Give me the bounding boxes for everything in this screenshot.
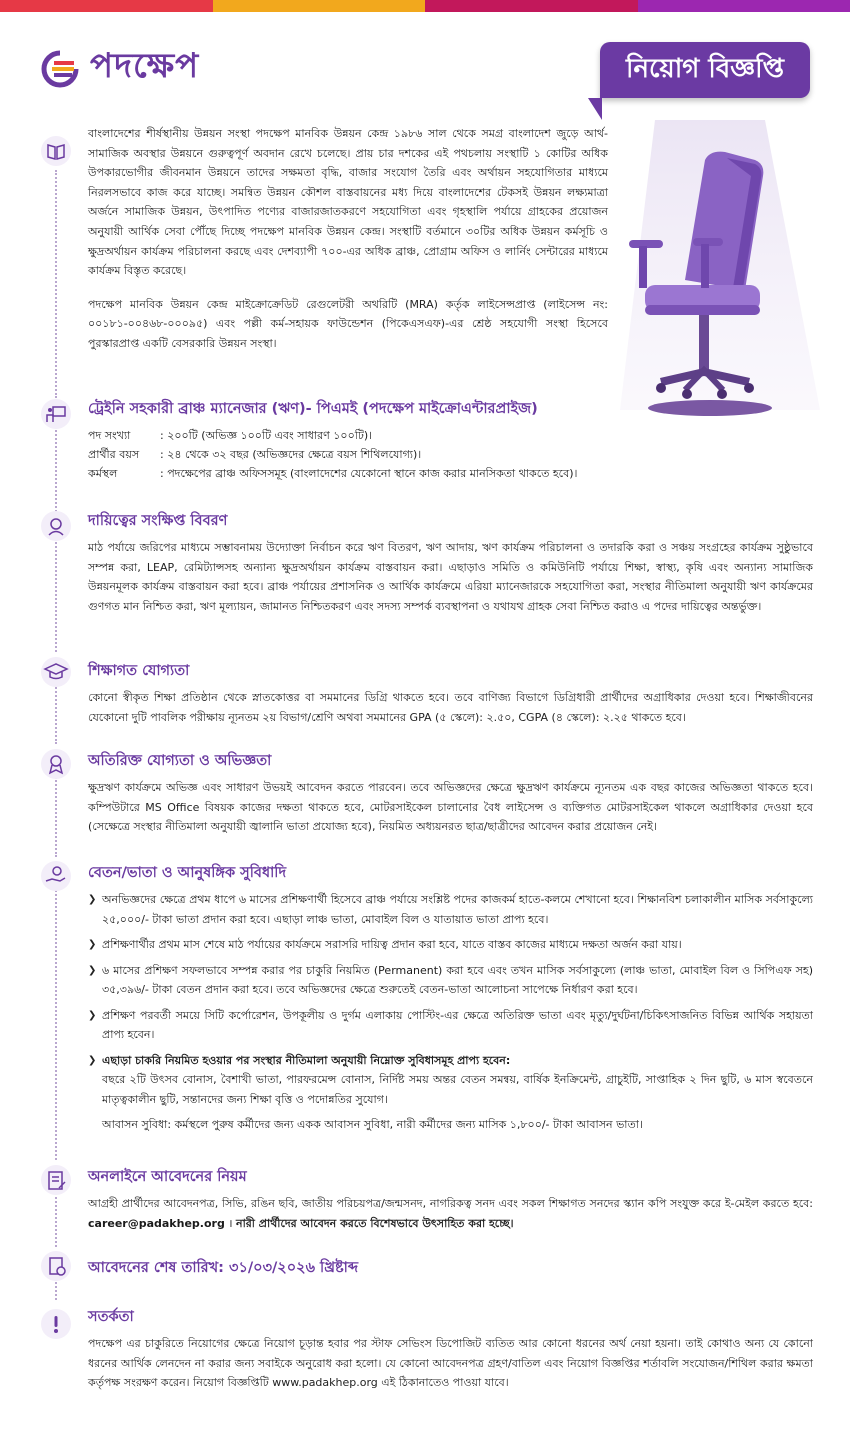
title-badge — [600, 42, 810, 98]
timeline-connector — [55, 684, 57, 744]
intro-section — [88, 124, 608, 354]
position-details-table — [88, 426, 577, 483]
detail-value: : পদক্ষেপের ব্রাঞ্চ অফিসসমূহ (বাংলাদেশের যেকোনো স্থানে কাজ করার মানসিকতা থাকতে হবে)। — [160, 467, 578, 480]
detail-value: : ২৪ থেকে ৩২ বছর (অভিজ্ঞদের ক্ষেত্রে বয়স শিথিলযোগ্য)। — [160, 448, 422, 461]
salary-hand-icon — [40, 860, 72, 892]
intro-paragraph-2: পদক্ষেপ মানবিক উন্নয়ন কেন্দ্র মাইক্রোক্রেডিট রেগুলেটরী অথরিটি (MRA) কর্তৃক লাইসেন্সপ্রাপ্ত (লাইসেন্স নং: ০০১৮১-০০৪৬৮-০০০৯৫) এবং পল্লী কর্ম-সহায়ক ফাউন্ডেশন (পিকেএসএফ)-এর শ্রেষ্ঠ সহযোগী সংস্থা হিসেবে পুরস্কারপ্রাপ্ত একটি বেসরকারি উন্নয়ন সংস্থা। — [88, 297, 608, 350]
timeline-connector — [55, 170, 57, 398]
apply-instructions: আগ্রহী প্রার্থীদের আবেদনপত্র, সিভি, রঙিন ছবি, জাতীয় পরিচয়পত্র/জন্মসনদ, নাগরিকত্ব সনদ এবং সকল শিক্ষাগত সনদের স্ক্যান কপি সংযুক্ত করে ই-মেইল করতে হবে: — [88, 1197, 813, 1210]
salary-list — [88, 890, 813, 1070]
list-item: ❯ ৬ মাসের প্রশিক্ষণ সফলভাবে সম্পন্ন করার পর চাকুরি নিয়মিত (Permanent) করা হবে এবং তখন মাসিক সর্বসাকুল্যে (লাঞ্চ ভাতা, মোবাইল বিল ও সিপিএফ সহ) ৩৫,৩৯৬/- টাকা বেতন প্রদান করা হবে। তবে অভিজ্ঞদের ক্ষেত্রে শুরুতেই বেতন-ভাতা আলোচনা সাপেক্ষে নির্ধারণ করা হবে। — [88, 961, 813, 1000]
padakhep-logo-icon — [40, 49, 80, 89]
list-item: ❯ প্রশিক্ষণার্থীর প্রথম মাস শেষে মাঠ পর্যায়ের কার্যক্রমে সরাসরি দায়িত্ব প্রদান করা হবে, যাতে বাস্তব কাজের মাধ্যমে দক্ষতা অর্জন করা যায়। — [88, 935, 813, 955]
duties-title: দায়িত্বের সংক্ষিপ্ত বিবরণ — [88, 513, 228, 529]
apply-title: অনলাইনে আবেদনের নিয়ম — [88, 1169, 247, 1185]
detail-key: পদ সংখ্যা — [88, 429, 131, 442]
application-form-icon — [40, 1164, 72, 1196]
timeline-connector — [55, 1282, 57, 1300]
timeline-connector — [55, 430, 57, 512]
top-bar-red — [0, 0, 213, 12]
brand-logo — [40, 40, 199, 97]
housing-text: আবাসন সুবিধা: কর্মস্থলে পুরুষ কর্মীদের জন্য একক আবাসন সুবিধা, নারী কর্মীদের জন্য মাসিক ১,৮০০/- টাকা আবাসন ভাতা। — [102, 1118, 643, 1131]
extra-title: অতিরিক্ত যোগ্যতা ও অভিজ্ঞতা — [88, 753, 272, 769]
brand-name: পদক্ষেপ — [90, 46, 200, 86]
top-bar-magenta — [425, 0, 638, 12]
timeline-connector — [55, 1192, 57, 1247]
intro-paragraph-1: বাংলাদেশের শীর্ষস্থানীয় উন্নয়ন সংস্থা পদক্ষেপ মানবিক উন্নয়ন কেন্দ্র ১৯৮৬ সাল থেকে সমগ্র বাংলাদেশ জুড়ে আর্থ-সামাজিক অবস্থার উন্নয়নে গুরুত্বপূর্ণ অবদান রেখে চলেছে। প্রায় চার দশকের এই পথচলায় সংস্থাটি ১ কোটির অধিক উপকারভোগীর জীবনমান উন্নয়নে তাদের সক্ষমতা বৃদ্ধি, বাজার সংযোগ তৈরি এবং অর্থায়ন সহযোগিতার মাধ্যমে নিরলসভাবে কাজ করে যাচ্ছে। সমন্বিত উন্নয়ন কৌশল বাস্তবায়নের মধ্য দিয়ে বাংলাদেশের টেকসই উন্নয়ন লক্ষ্যমাত্রা অর্জনে সামাজিক উন্নয়ন, উৎপাদিত পণ্যের বাজারজাতকরণে সহযোগিতা এবং গৃহস্থালি পর্যায়ে গ্রাহকের প্রয়োজন অনুযায়ী আর্থিক সেবা পৌঁছে দিচ্ছে পদক্ষেপ মানবিক উন্নয়ন কেন্দ্র। সংস্থাটি বর্তমানে ৩০টির অধিক উন্নয়ন কর্মসূচি ও ক্ষুদ্রঅর্থায়ন কার্যক্রম পরিচালনা করছে এবং দেশব্যাপী ৭০০-এর অধিক ব্রাঞ্চ, প্রোগ্রাম অফিস ও লার্নিং সেন্টারের মাধ্যমে কার্যক্রম বিস্তৃত করেছে। — [88, 127, 608, 278]
regular-benefits-text: বছরে ২টি উৎসব বোনাস, বৈশাখী ভাতা, পারফরমেন্স বোনাস, নির্দিষ্ট সময় অন্তর বেতন সমন্বয়, বার্ষিক ইনক্রিমেন্ট, গ্রাচুইটি, সাপ্তাহিক ২ দিন ছুটি, ৬ মাস স্ববেতনে মাতৃত্বকালীন ছুটি, সন্তানদের জন্য শিক্ষা বৃত্তি ও পদোন্নতির সুযোগ। — [102, 1073, 813, 1106]
caution-text: পদক্ষেপ এর চাকুরিতে নিয়োগের ক্ষেত্রে নিয়োগ চূড়ান্ত হবার পর স্টাফ সেভিংস ডিপোজিট ব্যতিত আর কোনো ধরনের অর্থ নেয়া হয়না। তাই কোথাও অন্য যে কোনো ধরনের আর্থিক লেনদেন না করার জন্য সবাইকে অনুরোধ করা হলো। যে কোনো আবেদনপত্র গ্রহণ/বাতিল এবং নিয়োগ বিজ্ঞপ্তির শর্তাবলি সংযোজন/শিথিল করার ক্ষমতা কর্তৃপক্ষ সংরক্ষণ করেন। নিয়োগ বিজ্ঞপ্তিটি www.padakhep.org এই ঠিকানাতেও পাওয়া যাবে। — [88, 1337, 813, 1390]
badge-tail — [588, 98, 602, 120]
salary-section — [88, 862, 813, 1141]
top-bar-orange — [213, 0, 426, 12]
women-encouraged-text: নারী প্রার্থীদের আবেদন করতে বিশেষভাবে উৎসাহিত করা হচ্ছে। — [236, 1216, 514, 1230]
duties-section — [88, 510, 813, 616]
position-section — [88, 398, 813, 483]
calendar-document-icon — [40, 1250, 72, 1282]
book-icon — [40, 135, 72, 167]
table-row — [88, 464, 577, 483]
apply-section — [88, 1166, 813, 1233]
top-color-bar — [0, 0, 850, 12]
caution-title: সতর্কতা — [88, 1309, 134, 1325]
timeline-connector — [55, 542, 57, 652]
award-icon — [40, 748, 72, 780]
education-text: কোনো স্বীকৃত শিক্ষা প্রতিষ্ঠান থেকে স্নাতকোত্তর বা সমমানের ডিগ্রি থাকতে হবে। তবে বাণিজ্য বিভাগে ডিগ্রিধারী প্রার্থীদের অগ্রাধিকার দেওয়া হবে। শিক্ষাজীবনের যেকোনো দুটি পাবলিক পরীক্ষায় ন্যূনতম ২য় বিভাগ/শ্রেণি অথবা সমমানের GPA (৫ স্কেলে): ২.৫০, CGPA (৪ স্কেলে): ২.২৫ থাকতে হবে। — [88, 691, 813, 724]
exclamation-icon — [40, 1308, 72, 1340]
apply-text-block — [88, 1194, 813, 1233]
separator: । — [224, 1216, 236, 1230]
extra-qualification-section — [88, 750, 813, 837]
deadline-text: আবেদনের শেষ তারিখ: ৩১/০৩/২০২৬ খ্রিষ্টাব্দ — [88, 1260, 359, 1276]
detail-value: : ২০০টি (অভিজ্ঞ ১০০টি এবং সাধারণ ১০০টি)। — [160, 429, 373, 442]
table-row — [88, 426, 577, 445]
list-item: ❯ এছাড়া চাকরি নিয়মিত হওয়ার পর সংস্থার নীতিমালা অনুযায়ী নিম্নোক্ত সুবিধাসমূহ প্রাপ্য হবেন: — [88, 1051, 813, 1071]
list-item: ❯ প্রশিক্ষণ পরবর্তী সময়ে সিটি কর্পোরেশন, উপকূলীয় ও দুর্গম এলাকায় পোস্টিং-এর ক্ষেত্রে অতিরিক্ত ভাতা এবং মৃত্যু/দুর্ঘটনা/চিকিৎসাজনিত বিভিন্ন আর্থিক সহায়তা প্রাপ্য হবেন। — [88, 1006, 813, 1045]
email-link[interactable]: career@padakhep.org — [88, 1216, 225, 1230]
education-section — [88, 660, 813, 727]
detail-key: প্রার্থীর বয়স — [88, 448, 140, 461]
top-bar-purple — [638, 0, 850, 12]
tasks-icon — [40, 510, 72, 542]
chair-illustration — [615, 120, 825, 420]
presentation-icon — [40, 398, 72, 430]
duties-text: মাঠ পর্যায়ে জরিপের মাধ্যমে সম্ভাবনাময় উদ্যোক্তা নির্বাচন করে ঋণ বিতরণ, ঋণ আদায়, ঋণ কার্যক্রম পরিচালনা ও তদারকি করা ও সঞ্চয় সংগ্রহের কার্যক্রম সুষ্ঠুভাবে সম্পন্ন করা, LEAP, রেমিট্যান্সসহ অন্যান্য ক্ষুদ্রঅর্থায়ন কার্যক্রম বাস্তবায়ন করা। এছাড়াও সমিতি ও কমিউনিটি পর্যায়ে শিক্ষা, স্বাস্থ্য, কৃষি এবং অন্যান্য সামাজিক উন্নয়নমূলক কার্যক্রম বাস্তবায়ন করা হবে। ব্রাঞ্চ পর্যায়ের প্রশাসনিক ও আর্থিক কার্যক্রমে এরিয়া ম্যানেজারকে সহযোগিতা করা, সংস্থার নীতিমালা অনুযায়ী ঋণ কার্যক্রমের গুণগত মান নিশ্চিত করা, ঋণ মূল্যায়ন, জামানত নিশ্চিতকরণ এবং সদস্য সম্পর্ক ব্যবস্থাপনা ও যথাযথ গ্রাহক সেবা নিশ্চিত করাও এ পদের দায়িত্বের অন্তর্ভুক্ত। — [88, 541, 813, 613]
salary-title: বেতন/ভাতা ও আনুষঙ্গিক সুবিধাদি — [88, 865, 287, 881]
timeline-connector — [55, 890, 57, 1160]
position-title: ট্রেইনি সহকারী ব্রাঞ্চ ম্যানেজার (ঋণ)- পিএমই (পদক্ষেপ মাইক্রোএন্টারপ্রাইজ) — [88, 401, 538, 417]
caution-section — [88, 1306, 813, 1393]
extra-text: ক্ষুদ্রঋণ কার্যক্রমে অভিজ্ঞ এবং সাধারণ উভয়ই আবেদন করতে পারবেন। তবে অভিজ্ঞদের ক্ষেত্রে ক্ষুদ্রঋণ কার্যক্রমে ন্যূনতম এক বছর কাজের অভিজ্ঞতা থাকতে হবে। কম্পিউটারে MS Office বিষয়ক কাজের দক্ষতা থাকতে হবে, মোটরসাইকেল চালানোর বৈধ লাইসেন্স ও ব্যক্তিগত মোটরসাইকেল থাকলে অগ্রাধিকার দেওয়া হবে (সেক্ষেত্রে সংস্থার নীতিমালা অনুযায়ী জ্বালানি ভাতা প্রযোজ্য হবে), নিয়মিত অধ্যয়নরত ছাত্র/ছাত্রীদের আবেদন করার প্রয়োজন নেই। — [88, 781, 813, 834]
page-title: নিয়োগ বিজ্ঞপ্তি — [626, 54, 784, 84]
deadline-section — [88, 1257, 813, 1281]
graduation-cap-icon — [40, 656, 72, 688]
timeline-connector — [55, 777, 57, 857]
table-row — [88, 445, 577, 464]
detail-key: কর্মস্থল — [88, 467, 118, 480]
list-item: ❯ অনভিজ্ঞদের ক্ষেত্রে প্রথম ধাপে ৬ মাসের প্রশিক্ষণার্থী হিসেবে ব্রাঞ্চ পর্যায়ে সংশ্লিষ্ট পদের কাজকর্ম হাতে-কলমে শেখানো হবে। শিক্ষানবিশ চলাকালীন মাসিক সর্বসাকুল্যে ২৫,০০০/- টাকা ভাতা প্রদান করা হবে। এছাড়া লাঞ্চ ভাতা, মোবাইল বিল ও যাতায়াত ভাতা প্রাপ্য হবে। — [88, 890, 813, 929]
education-title: শিক্ষাগত যোগ্যতা — [88, 663, 190, 679]
